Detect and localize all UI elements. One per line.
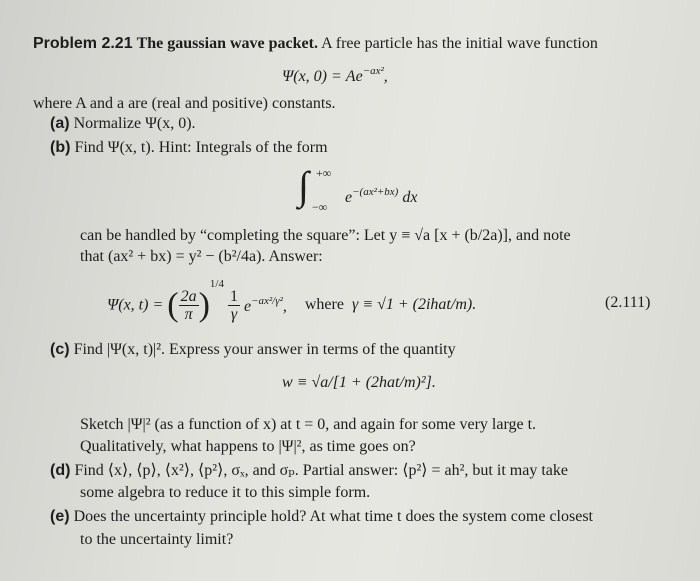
part-e bbox=[50, 507, 593, 527]
answer-equation: Ψ(x, t) = ( $\frac{2a}{\pi}$ )$^{1/4}$ $\frac{1}{\gamma}$ $e^{-ax^2/\gamma^2}$, where γ ≡ √1 + (2ihat/m). bbox=[107, 278, 477, 324]
constants-line: where A and a are (real and positive) constants. bbox=[33, 95, 336, 112]
problem-intro: A free particle has the initial wave function bbox=[321, 35, 598, 52]
answer-prefactor: $\frac{1}{\gamma}$ bbox=[229, 287, 238, 323]
problem-number: Problem 2.21 bbox=[33, 35, 133, 52]
answer-power: 1/4 bbox=[209, 278, 224, 290]
part-e-text: Does the uncertainty principle hold? At what time t does the system come closest bbox=[73, 508, 593, 525]
part-e-line-2: to the uncertainty limit? bbox=[80, 531, 234, 548]
completing-square-line-2: that (ax² + bx) = y² − (b²/4a). Answer: bbox=[80, 248, 323, 265]
sketch-line-2: Qualitatively, what happens to |Ψ|², as time goes on? bbox=[80, 438, 416, 455]
part-d-line-2: some algebra to reduce it to this simple form. bbox=[80, 484, 371, 501]
initial-wave-function: Ψ(x, $0) = Ae^{-ax^2}$, bbox=[282, 65, 388, 85]
part-b-text: Find Ψ(x, t). Hint: Integrals of the form bbox=[74, 139, 328, 156]
problem-heading bbox=[33, 34, 598, 54]
part-e-label: (e) bbox=[50, 508, 70, 525]
answer-where: where bbox=[304, 296, 344, 314]
integral-integrand: $e^{-(ax^2+bx)}$ dx bbox=[345, 186, 418, 206]
part-d bbox=[50, 461, 568, 481]
part-b bbox=[50, 138, 328, 158]
part-a-text: Normalize Ψ(x, 0). bbox=[73, 115, 196, 132]
part-c bbox=[50, 340, 456, 360]
answer-lhs: Ψ(x, t) = bbox=[107, 296, 164, 314]
gamma-definition: γ ≡ √1 + (2ihat/m). bbox=[351, 296, 477, 314]
answer-fraction: $\frac{2a}{\pi}$ bbox=[180, 287, 197, 323]
integral-lower-limit: −∞ bbox=[312, 200, 328, 214]
part-d-label: (d) bbox=[50, 462, 71, 479]
part-a-label: (a) bbox=[50, 115, 70, 132]
integral-upper-limit: +∞ bbox=[316, 166, 332, 180]
problem-title: The gaussian wave packet. bbox=[136, 35, 318, 52]
sketch-line-1: Sketch |Ψ|² (as a function of x) at t = 0, and again for some very large t. bbox=[80, 416, 537, 433]
part-b-label: (b) bbox=[50, 139, 71, 156]
completing-square-line-1: can be handled by “completing the square”: Let y ≡ √a [x + (b/2a)], and note bbox=[80, 227, 571, 244]
equation-number: (2.111) bbox=[605, 294, 651, 311]
part-a bbox=[50, 114, 196, 134]
part-c-text: Find |Ψ(x, t)|². Express your answer in terms of the quantity bbox=[73, 341, 456, 358]
integral-sign: ∫ bbox=[298, 163, 309, 208]
part-c-label: (c) bbox=[50, 341, 70, 358]
part-d-text: Find ⟨x⟩, ⟨p⟩, ⟨x²⟩, ⟨p²⟩, σₓ, and σₚ. Partial answer: ⟨p²⟩ = ah², but it may take bbox=[74, 462, 568, 479]
w-definition: w ≡ √a/[1 + (2hat/m)²]. bbox=[282, 374, 436, 391]
